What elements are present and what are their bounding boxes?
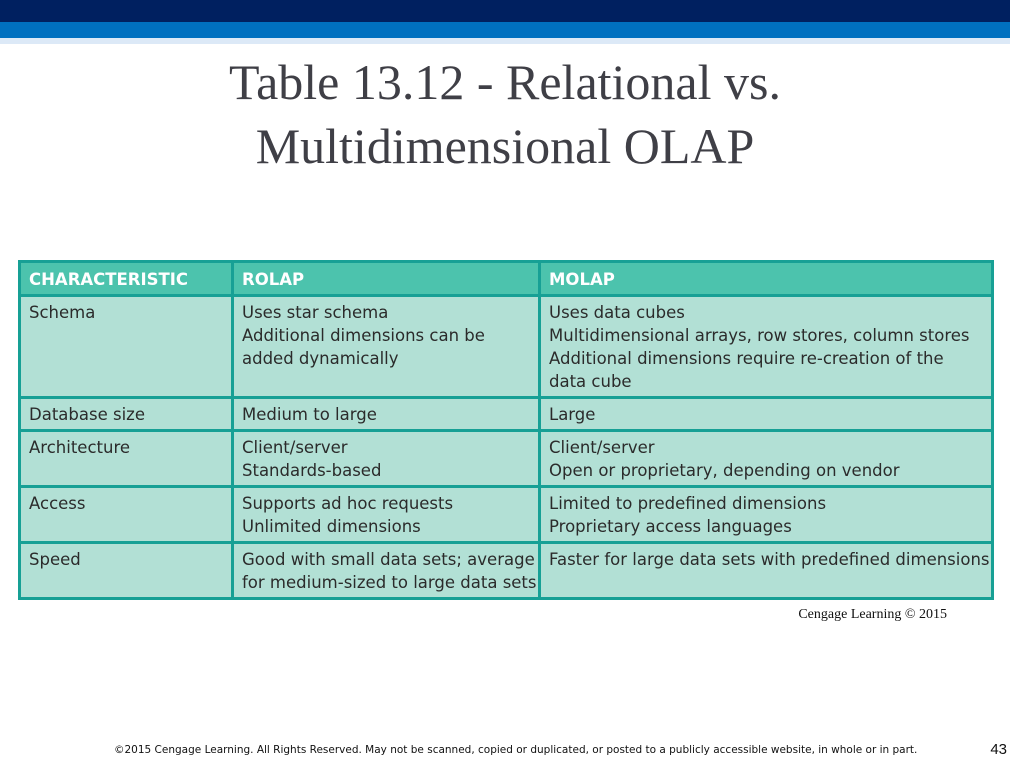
top-band-blue	[0, 22, 1010, 38]
cell-line: Additional dimensions can be	[242, 326, 485, 345]
cell-line: Supports ad hoc requests	[242, 494, 454, 513]
cell-line: Standards-based	[242, 461, 382, 480]
comparison-table	[18, 260, 994, 600]
cell-line: Uses data cubes	[549, 303, 685, 322]
cell-line: added dynamically	[242, 349, 399, 368]
cell-molap	[540, 296, 993, 398]
cell-line: Uses star schema	[242, 303, 389, 322]
cell-molap	[540, 398, 993, 431]
cell-characteristic: Schema	[20, 296, 233, 398]
cell-rolap	[233, 296, 540, 398]
cell-characteristic: Architecture	[20, 431, 233, 487]
cell-molap	[540, 487, 993, 543]
top-band-dark	[0, 0, 1010, 22]
image-credit: Cengage Learning © 2015	[798, 607, 947, 622]
cell-molap	[540, 431, 993, 487]
cell-line: Good with small data sets; average	[242, 550, 535, 569]
header-molap: MOLAP	[540, 262, 993, 296]
cell-line: Proprietary access languages	[549, 517, 792, 536]
cell-line: data cube	[549, 372, 632, 391]
cell-line: Unlimited dimensions	[242, 517, 421, 536]
cell-rolap	[233, 431, 540, 487]
header-characteristic: CHARACTERISTIC	[20, 262, 233, 296]
table-row	[20, 296, 993, 398]
cell-line: Faster for large data sets with predefined dimensions	[549, 550, 990, 569]
table-header-row	[20, 262, 993, 296]
cell-line: Multidimensional arrays, row stores, column stores	[549, 326, 970, 345]
cell-line: Large	[549, 405, 596, 424]
slide-title-line-2: Multidimensional OLAP	[255, 118, 755, 174]
cell-molap	[540, 543, 993, 599]
cell-line: Medium to large	[242, 405, 377, 424]
table-row	[20, 487, 993, 543]
cell-line: Additional dimensions require re-creation of the	[549, 349, 944, 368]
page-number: 43	[990, 741, 1007, 758]
cell-characteristic: Speed	[20, 543, 233, 599]
cell-characteristic: Access	[20, 487, 233, 543]
table-row	[20, 431, 993, 487]
cell-characteristic: Database size	[20, 398, 233, 431]
table-row	[20, 543, 993, 599]
header-rolap: ROLAP	[233, 262, 540, 296]
copyright-footer: ©2015 Cengage Learning. All Rights Reserved. May not be scanned, copied or duplicated, or posted to a publicly accessible website, in whole or in part.	[114, 744, 918, 756]
cell-line: for medium-sized to large data sets	[242, 573, 537, 592]
slide-title	[0, 50, 1010, 178]
table-row	[20, 398, 993, 431]
cell-line: Client/server	[242, 438, 348, 457]
cell-rolap	[233, 543, 540, 599]
cell-line: Open or proprietary, depending on vendor	[549, 461, 900, 480]
slide-title-line-1: Table 13.12 - Relational vs.	[229, 54, 781, 110]
cell-rolap	[233, 398, 540, 431]
top-band-light	[0, 38, 1010, 44]
cell-rolap	[233, 487, 540, 543]
comparison-table-container	[18, 260, 991, 600]
cell-line: Limited to predefined dimensions	[549, 494, 827, 513]
cell-line: Client/server	[549, 438, 655, 457]
